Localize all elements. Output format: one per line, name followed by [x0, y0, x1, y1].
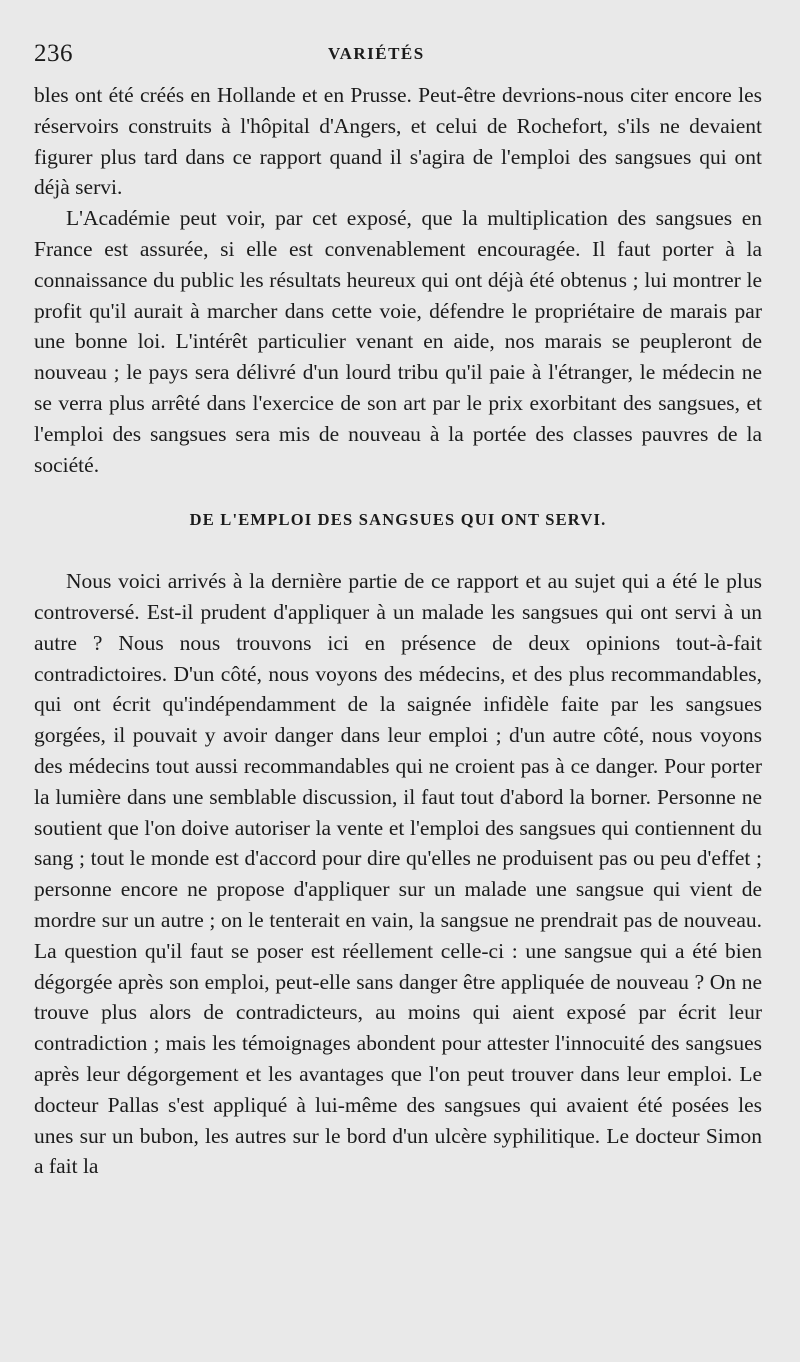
running-head — [34, 40, 762, 80]
section-heading: DE L'EMPLOI DES SANGSUES QUI ONT SERVI. — [189, 510, 607, 530]
page-number: 236 — [34, 40, 73, 67]
running-title: VARIÉTÉS — [328, 44, 425, 63]
paragraph-nous-voici: Nous voici arrivés à la dernière partie de ce rapport et au sujet qui a été le plus controversé. Est-il prudent d'appliquer à un malade les sangsues qui ont servi à un autre ? Nous nous trouvons ici en présence de deux opinions tout-à-fait contradictoires. D'un côté, nous voyons des médecins, et des plus recommandables, qui ont écrit qu'indépendamment de la saignée infidèle faite par les sangsues gorgées, il pouvait y avoir danger dans leur emploi ; d'un autre côté, nous voyons des médecins tout aussi recommandables qui ne croient pas à ce danger. Pour porter la lumière dans une semblable discussion, il faut tout d'abord la borner. Personne ne soutient que l'on doive autoriser la vente et l'emploi des sangsues qui contiennent du sang ; tout le monde est d'accord pour dire qu'elles ne produisent pas ou peu d'effet ; personne encore ne propose d'appliquer sur un malade une sangsue qui vient de mordre sur un autre ; on le tenterait en vain, la sangsue ne prendrait pas de nouveau. La question qu'il faut se poser est réellement celle-ci : une sangsue qui a été bien dégorgée après son emploi, peut-elle sans danger être appliquée de nouveau ? On ne trouve plus alors de contradicteurs, au moins qui aient exposé par écrit leur contradiction ; mais les témoignages abondent pour attester l'innocuité des sangsues après leur dégorgement et les avantages que l'on peut trouver dans leur emploi. Le docteur Pallas s'est appliqué à lui-même des sangsues qui avaient été posées les unes sur un bubon, les autres sur le bord d'un ulcère syphilitique. Le docteur Simon a fait la — [34, 569, 762, 1179]
body-text — [34, 80, 762, 1182]
paragraph-continued: bles ont été créés en Hollande et en Prusse. Peut-être devrions-nous citer encore les réservoirs construits à l'hôpital d'Angers, et celui de Rochefort, s'ils ne devaient figurer plus tard dans ce rapport quand il s'agira de l'emploi des sangsues qui ont déjà servi. — [34, 83, 762, 200]
paragraph-academie: L'Académie peut voir, par cet exposé, que la multiplication des sangsues en France est assurée, si elle est convenablement encouragée. Il faut porter à la connaissance du public les résultats heureux qui ont déjà été obtenus ; lui montrer le profit qu'il aurait à marcher dans cette voie, défendre le propriétaire de marais par une bonne loi. L'intérêt particulier venant en aide, nos marais se peupleront de nouveau ; le pays sera délivré d'un lourd tribu qu'il paie à l'étranger, le médecin ne se verra plus arrêté dans l'exercice de son art par le prix exorbitant des sangsues, et l'emploi des sangsues sera mis de nouveau à la portée des classes pauvres de la société. — [34, 206, 762, 477]
